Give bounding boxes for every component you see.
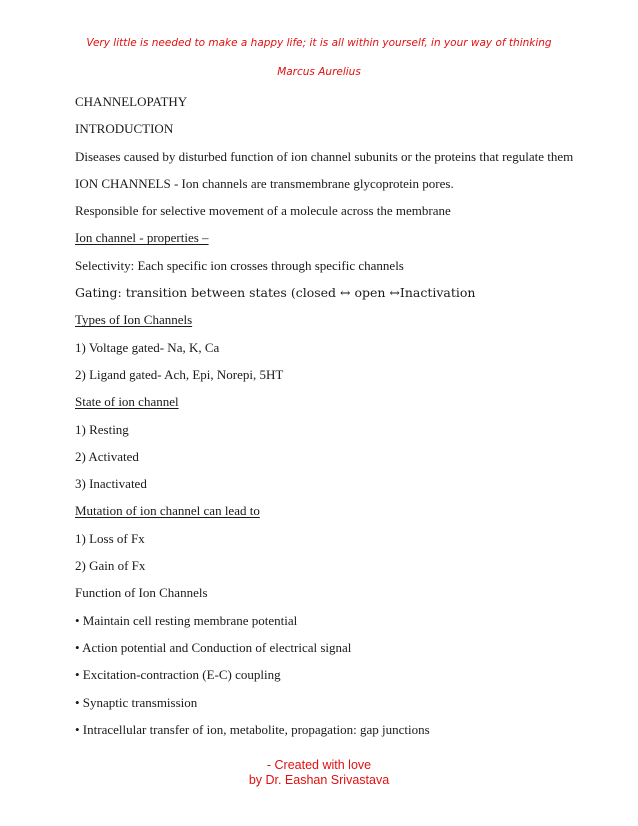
- list-item: 1) Resting: [75, 421, 129, 437]
- list-item: 2) Ligand gated- Ach, Epi, Norepi, 5HT: [75, 366, 284, 382]
- paragraph-line: ION CHANNELS - Ion channels are transmembrane glycoprotein pores.: [75, 175, 454, 191]
- subheading-state-of-ion-channel: State of ion channel: [75, 394, 179, 410]
- bullet-item: • Action potential and Conduction of electrical signal: [75, 639, 352, 655]
- bullet-item: • Maintain cell resting membrane potential: [75, 612, 298, 628]
- list-item: 2) Gain of Fx: [75, 558, 146, 574]
- list-item: 1) Loss of Fx: [75, 530, 145, 546]
- doc-title: CHANNELOPATHY: [75, 94, 188, 109]
- section-heading-introduction: INTRODUCTION: [75, 121, 174, 137]
- footer-author-line: by Dr. Eashan Srivastava: [248, 773, 390, 787]
- footer-credit-line: - Created with love: [266, 758, 372, 772]
- subheading-function-of-ion-channels: Function of Ion Channels: [75, 585, 208, 601]
- bullet-item: • Synaptic transmission: [75, 694, 198, 710]
- list-item: 1) Voltage gated- Na, K, Ca: [75, 339, 220, 355]
- paragraph-line: Responsible for selective movement of a molecule across the membrane: [75, 203, 451, 219]
- paragraph-line: Diseases caused by disturbed function of ion channel subunits or the proteins that regulate them: [75, 148, 574, 164]
- list-item: 3) Inactivated: [75, 476, 147, 492]
- subheading-mutation: Mutation of ion channel can lead to: [75, 503, 260, 519]
- subheading-ion-channel-properties: Ion channel - properties –: [75, 230, 209, 246]
- bullet-item: • Excitation-contraction (E-C) coupling: [75, 667, 281, 683]
- paragraph-line: Selectivity: Each specific ion crosses through specific channels: [75, 257, 404, 273]
- header-author: Marcus Aurelius: [277, 66, 361, 78]
- header-quote: Very little is needed to make a happy life; it is all within yourself, in your way of thinking: [86, 37, 552, 49]
- document-body: [75, 88, 615, 743]
- list-item: 2) Activated: [75, 448, 139, 464]
- subheading-types-of-ion-channels: Types of Ion Channels: [75, 312, 193, 328]
- bullet-item: • Intracellular transfer of ion, metabolite, propagation: gap junctions: [75, 721, 430, 737]
- paragraph-line: Gating: transition between states (closed ↔ open ↔Inactivation: [75, 285, 476, 301]
